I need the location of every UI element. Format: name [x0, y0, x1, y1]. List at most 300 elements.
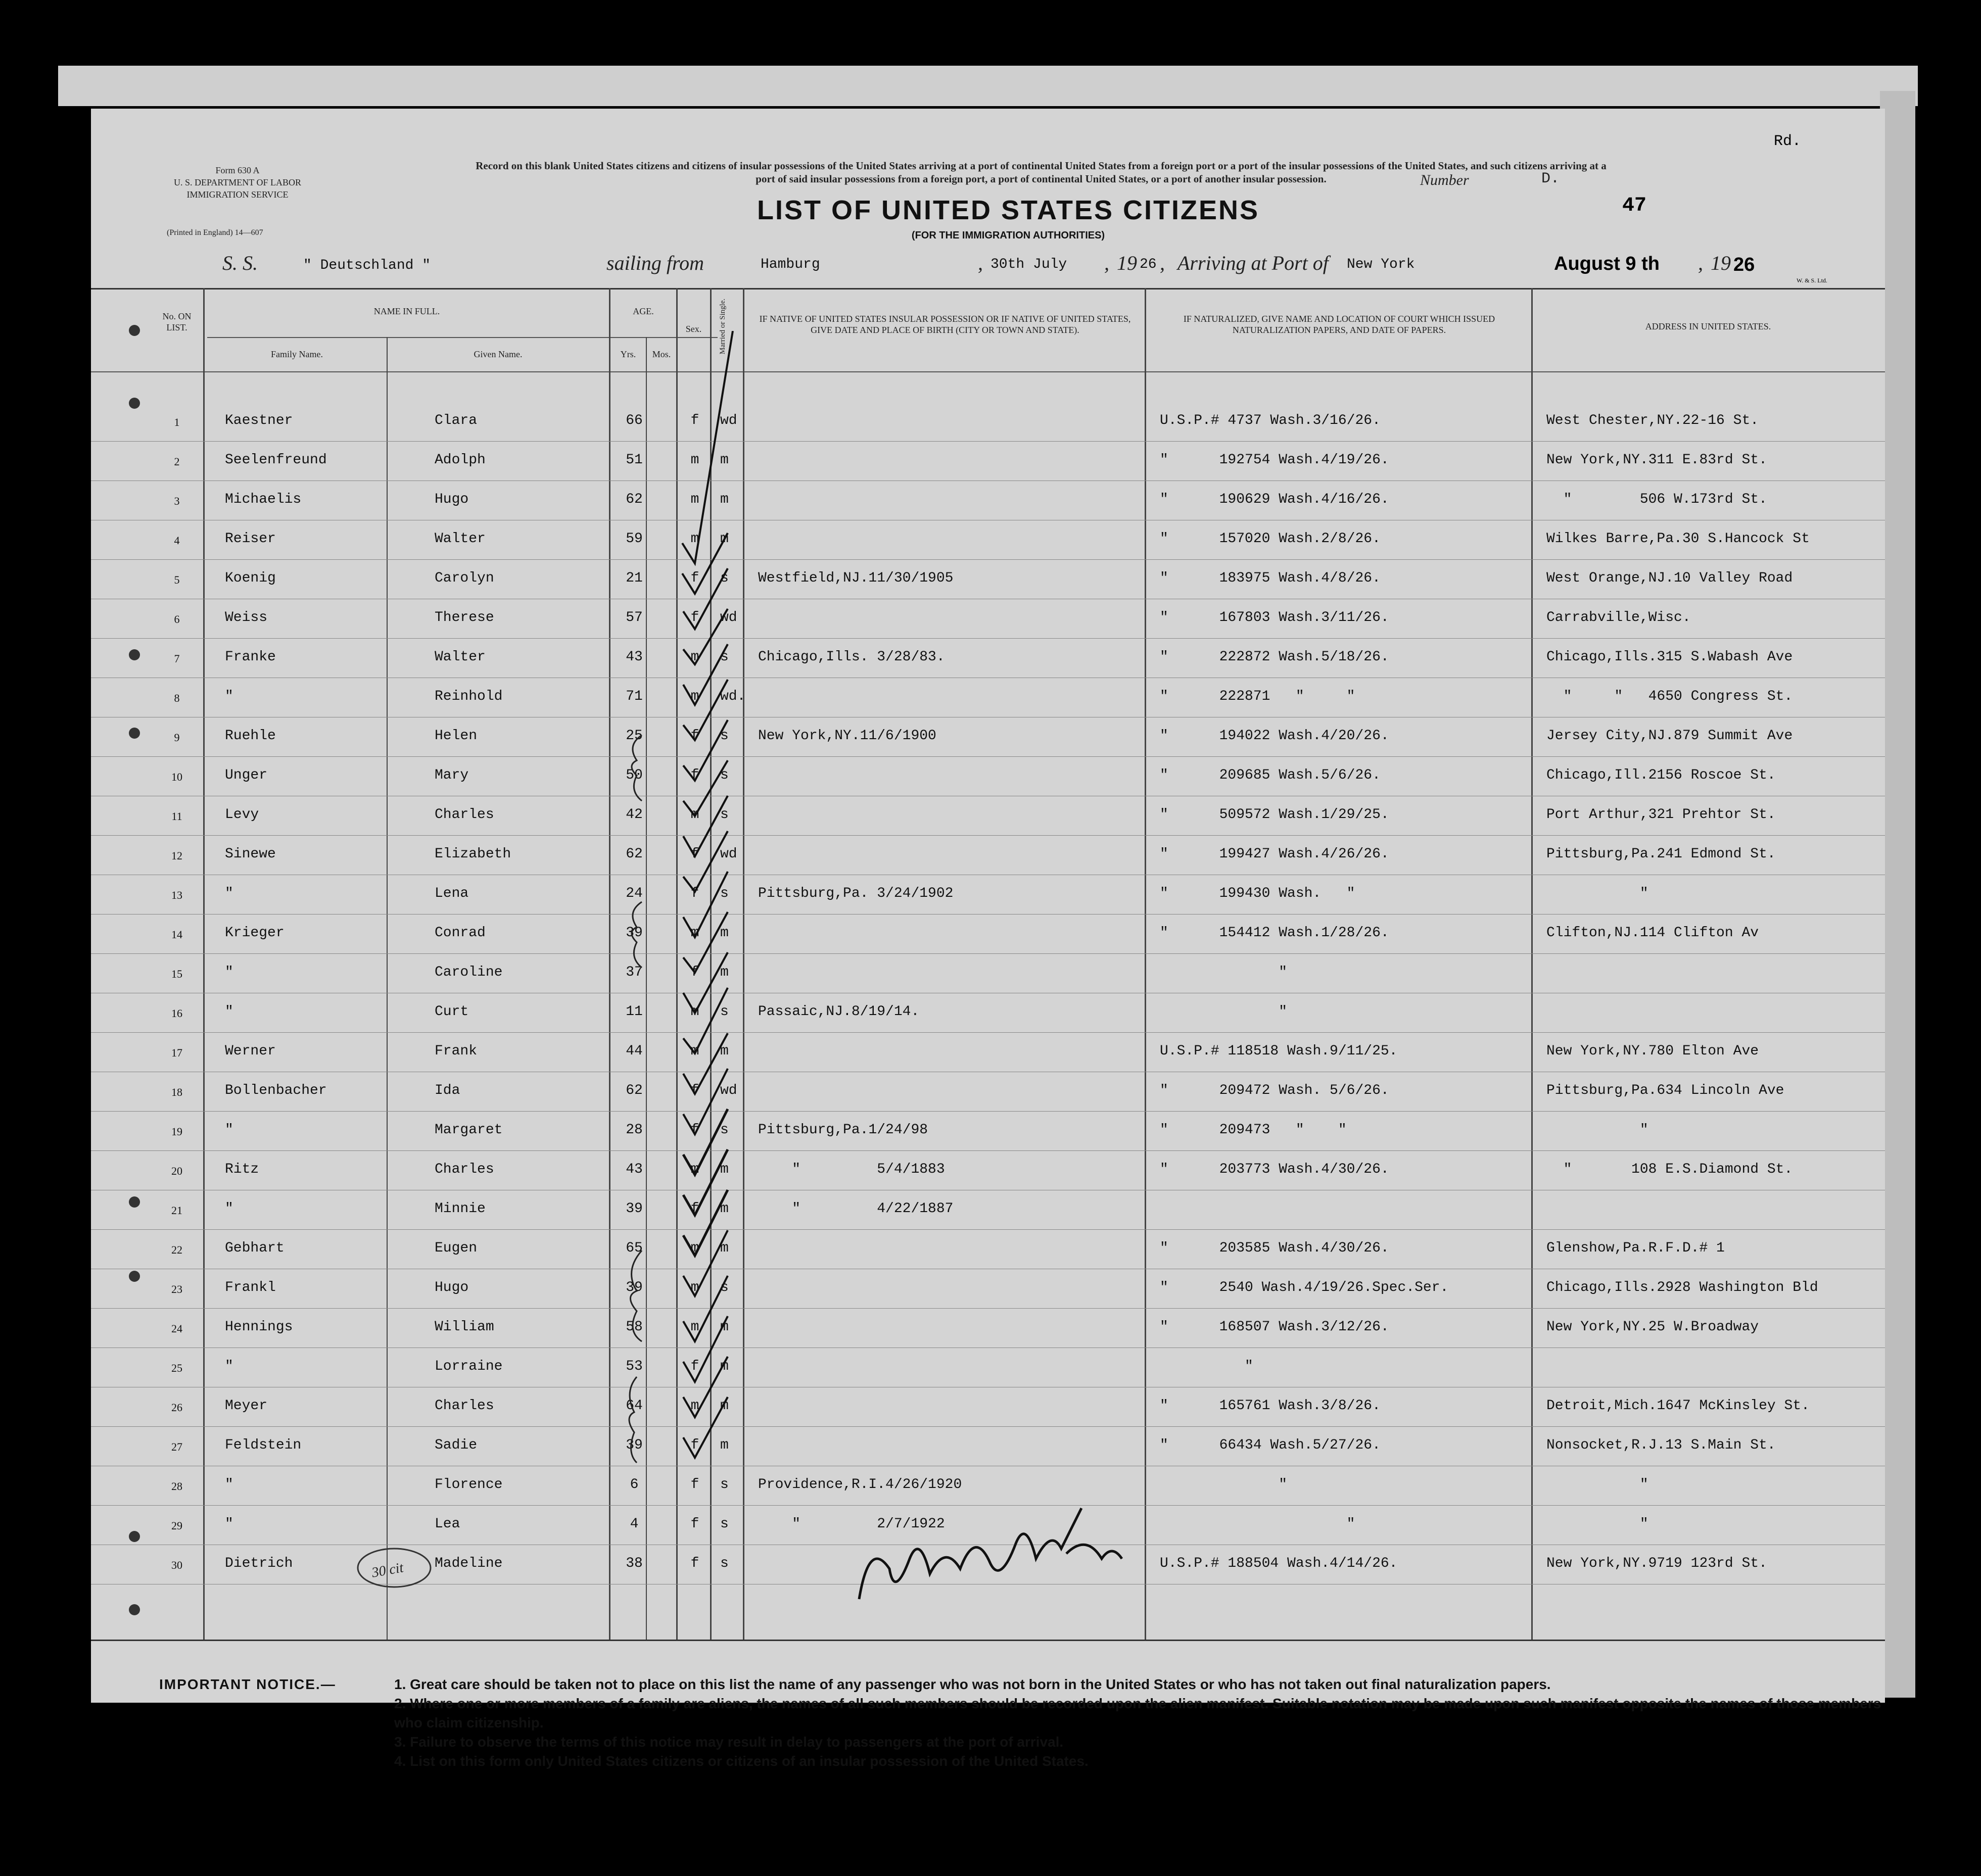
- cell-age: 28: [626, 1122, 643, 1138]
- cell-no: 19: [171, 1125, 182, 1138]
- cell-addr: " 108 E.S.Diamond St.: [1546, 1162, 1793, 1177]
- count-note-handwriting: [351, 1538, 442, 1594]
- cell-given: Charles: [435, 807, 494, 823]
- cell-ms: m: [720, 1398, 729, 1414]
- cell-age: 38: [626, 1556, 643, 1571]
- cell-no: 24: [171, 1322, 182, 1335]
- cell-given: Ida: [435, 1083, 460, 1098]
- cell-family: Krieger: [225, 925, 285, 941]
- sailing-label: sailing from: [606, 252, 704, 274]
- cell-given: Walter: [435, 649, 486, 665]
- cell-addr: " 506 W.173rd St.: [1546, 492, 1767, 507]
- col-divider-no: [203, 288, 205, 1640]
- cell-family: ": [225, 1201, 233, 1217]
- cell-birth: Pittsburg,Pa.1/24/98: [758, 1122, 928, 1138]
- cell-ms: s: [720, 570, 729, 586]
- year-prefix-1: 19: [1117, 252, 1137, 274]
- cell-nat: ": [1160, 1359, 1253, 1374]
- rd-mark: Rd.: [1774, 133, 1802, 150]
- cell-nat: ": [1160, 1004, 1288, 1020]
- cell-addr: ": [1546, 886, 1648, 901]
- cell-nat: " 66434 Wash.5/27/26.: [1160, 1437, 1381, 1453]
- cell-no: 23: [171, 1283, 182, 1295]
- notice-item: 2. Where one or more members of a family are aliens, the names of all such members should be recorded upon the alien manifest. Suitable notation may be made upon such manifest opposite the names of those members who claim citizenship.: [394, 1696, 1881, 1730]
- cell-given: Curt: [435, 1004, 469, 1020]
- cell-age: 39: [626, 1437, 643, 1453]
- cell-family: ": [225, 689, 233, 704]
- binder-hole: [129, 649, 140, 660]
- cell-nat: " 209473 " ": [1160, 1122, 1347, 1138]
- cell-age: 53: [626, 1359, 643, 1374]
- cell-nat: U.S.P.# 188504 Wash.4/14/26.: [1160, 1556, 1398, 1571]
- cell-ms: m: [720, 1043, 729, 1059]
- cell-sex: f: [690, 965, 699, 980]
- cell-no: 17: [171, 1046, 182, 1059]
- cell-sex: m: [690, 1398, 699, 1414]
- cell-given: Margaret: [435, 1122, 503, 1138]
- cell-ms: s: [720, 649, 729, 665]
- cell-no: 2: [174, 455, 180, 468]
- cell-age: 24: [626, 886, 643, 901]
- cell-sex: m: [690, 452, 699, 468]
- comma-1: ,: [978, 252, 983, 274]
- cell-family: ": [225, 1122, 233, 1138]
- arriving-label: Arriving at Port of: [1177, 252, 1329, 274]
- cell-family: Ruehle: [225, 728, 276, 744]
- cell-sex: f: [690, 1437, 699, 1453]
- cell-ms: wd: [720, 1083, 737, 1098]
- cell-ms: s: [720, 1122, 729, 1138]
- cell-birth: Passaic,NJ.8/19/14.: [758, 1004, 920, 1020]
- manifest-page: [91, 109, 1885, 1769]
- cell-addr: " " 4650 Congress St.: [1546, 689, 1793, 704]
- cell-no: 30: [171, 1559, 182, 1571]
- cell-sex: f: [690, 886, 699, 901]
- sailing-port: Hamburg: [761, 257, 820, 272]
- cell-family: Dietrich: [225, 1556, 293, 1571]
- cell-ms: m: [720, 452, 729, 468]
- cell-family: Unger: [225, 767, 268, 783]
- cell-family: Hennings: [225, 1319, 293, 1335]
- cell-age: 59: [626, 531, 643, 547]
- binder-hole: [129, 1604, 140, 1615]
- cell-no: 28: [171, 1480, 182, 1493]
- cell-sex: f: [690, 728, 699, 744]
- cell-no: 18: [171, 1086, 182, 1098]
- cell-age: 39: [626, 1201, 643, 1217]
- cell-nat: " 154412 Wash.1/28/26.: [1160, 925, 1389, 941]
- header-mos: Mos.: [652, 349, 671, 359]
- cell-no: 4: [174, 534, 180, 547]
- cell-given: Hugo: [435, 1280, 469, 1295]
- cell-no: 3: [174, 495, 180, 507]
- cell-sex: m: [690, 531, 699, 547]
- cell-given: Hugo: [435, 492, 469, 507]
- cell-given: Reinhold: [435, 689, 503, 704]
- sheet-number: 47: [1622, 195, 1647, 217]
- cell-no: 25: [171, 1362, 182, 1374]
- cell-given: William: [435, 1319, 494, 1335]
- cell-family: ": [225, 1516, 233, 1532]
- cell-nat: " 167803 Wash.3/11/26.: [1160, 610, 1389, 626]
- cell-ms: m: [720, 492, 729, 507]
- row-rule: [91, 1032, 1885, 1033]
- cell-family: Meyer: [225, 1398, 268, 1414]
- cell-sex: m: [690, 925, 699, 941]
- cell-no: 8: [174, 692, 180, 704]
- form-identifier: [172, 164, 303, 201]
- cell-family: Michaelis: [225, 492, 302, 507]
- binder-hole: [129, 325, 140, 336]
- cell-sex: m: [690, 1319, 699, 1335]
- cell-family: Levy: [225, 807, 259, 823]
- cell-family: Feldstein: [225, 1437, 302, 1453]
- cell-sex: m: [690, 689, 699, 704]
- cell-family: Weiss: [225, 610, 268, 626]
- ss-label: S. S.: [222, 252, 258, 274]
- header-name-in-full: NAME IN FULL.: [373, 306, 440, 316]
- cell-sex: m: [690, 1043, 699, 1059]
- cell-given: Clara: [435, 413, 478, 428]
- cell-no: 16: [171, 1007, 182, 1020]
- cell-sex: f: [690, 1122, 699, 1138]
- cell-given: Helen: [435, 728, 478, 744]
- arrival-date: August 9 th: [1554, 253, 1660, 274]
- cell-given: Walter: [435, 531, 486, 547]
- cell-sex: m: [690, 1280, 699, 1295]
- cell-given: Sadie: [435, 1437, 478, 1453]
- row-rule: [91, 441, 1885, 442]
- cell-age: 64: [626, 1398, 643, 1414]
- cell-no: 15: [171, 968, 182, 980]
- printed-note: (Printed in England) 14—607: [167, 228, 263, 237]
- header-birth: IF NATIVE OF UNITED STATES INSULAR POSSESSION OR IF NATIVE OF UNITED STATES, GIVE DATE AND PLACE OF BIRTH (CITY OR TOWN AND STATE).: [759, 314, 1131, 335]
- cell-age: 42: [626, 807, 643, 823]
- binder-hole: [129, 1271, 140, 1282]
- header-yrs: Yrs.: [620, 349, 636, 359]
- cell-nat: " 199430 Wash. ": [1160, 886, 1355, 901]
- cell-age: 62: [626, 1083, 643, 1098]
- cell-nat: " 183975 Wash.4/8/26.: [1160, 570, 1381, 586]
- cell-given: Conrad: [435, 925, 486, 941]
- header-sex: Sex.: [685, 324, 702, 334]
- cell-nat: " 222872 Wash.5/18/26.: [1160, 649, 1389, 665]
- col-divider-birth: [1145, 288, 1146, 1640]
- row-rule: [91, 1111, 1885, 1112]
- cell-nat: " 509572 Wash.1/29/25.: [1160, 807, 1389, 823]
- cell-family: Sinewe: [225, 846, 276, 862]
- cell-sex: f: [690, 1516, 699, 1532]
- row-rule: [91, 559, 1885, 560]
- cell-sex: f: [690, 1359, 699, 1374]
- row-rule: [91, 638, 1885, 639]
- cell-addr: Wilkes Barre,Pa.30 S.Hancock St: [1546, 531, 1810, 547]
- cell-addr: Chicago,Ills.2928 Washington Bld: [1546, 1280, 1818, 1295]
- cell-sex: m: [690, 649, 699, 665]
- cell-no: 7: [174, 652, 180, 665]
- count-note-text: 30 cit: [370, 1560, 405, 1581]
- check-marks: [672, 331, 773, 1594]
- cell-given: Eugen: [435, 1240, 478, 1256]
- notice-lead: IMPORTANT NOTICE.—: [159, 1676, 336, 1692]
- cell-family: Werner: [225, 1043, 276, 1059]
- cell-family: Frankl: [225, 1280, 276, 1295]
- cell-addr: New York,NY.25 W.Broadway: [1546, 1319, 1759, 1335]
- cell-given: Adolph: [435, 452, 486, 468]
- cell-nat: " 203585 Wash.4/30/26.: [1160, 1240, 1389, 1256]
- cell-given: Mary: [435, 767, 469, 783]
- cell-nat: ": [1160, 1477, 1288, 1493]
- cell-age: 43: [626, 1162, 643, 1177]
- cell-age: 50: [626, 767, 643, 783]
- cell-ms: m: [720, 1240, 729, 1256]
- cell-nat: " 209685 Wash.5/6/26.: [1160, 767, 1381, 783]
- cell-ms: m: [720, 531, 729, 547]
- cell-ms: s: [720, 728, 729, 744]
- header-bottom-border: [91, 371, 1885, 372]
- cell-ms: s: [720, 1280, 729, 1295]
- cell-no: 22: [171, 1243, 182, 1256]
- cell-ms: s: [720, 886, 729, 901]
- header-address: ADDRESS IN UNITED STATES.: [1645, 321, 1771, 331]
- row-rule: [91, 480, 1885, 481]
- cell-addr: Chicago,Ills.315 S.Wabash Ave: [1546, 649, 1793, 665]
- cell-given: Madeline: [435, 1556, 503, 1571]
- cell-ms: s: [720, 807, 729, 823]
- cell-addr: Jersey City,NJ.879 Summit Ave: [1546, 728, 1793, 744]
- table-bottom-border: [91, 1640, 1885, 1641]
- cell-sex: f: [690, 1477, 699, 1493]
- cell-given: Minnie: [435, 1201, 486, 1217]
- notice-item: 4. List on this form only United States citizens or citizens of an insular possession of the United States.: [394, 1753, 1089, 1769]
- comma-4: ,: [1698, 252, 1703, 274]
- cell-age: 57: [626, 610, 643, 626]
- cell-sex: f: [690, 610, 699, 626]
- sheet-edge-top: [58, 66, 1918, 106]
- cell-no: 14: [171, 928, 182, 941]
- notice-item: 3. Failure to observe the terms of this notice may result in delay to passengers at the port of arrival.: [394, 1734, 1064, 1750]
- header-age: AGE.: [633, 306, 654, 316]
- cell-addr: Detroit,Mich.1647 McKinsley St.: [1546, 1398, 1810, 1414]
- cell-sex: f: [690, 1201, 699, 1217]
- cell-addr: New York,NY.311 E.83rd St.: [1546, 452, 1767, 468]
- cell-addr: West Orange,NJ.10 Valley Road: [1546, 570, 1793, 586]
- cell-family: Reiser: [225, 531, 276, 547]
- cell-sex: m: [690, 492, 699, 507]
- cell-no: 29: [171, 1519, 182, 1532]
- cell-family: Kaestner: [225, 413, 293, 428]
- cell-given: Charles: [435, 1398, 494, 1414]
- cell-addr: New York,NY.780 Elton Ave: [1546, 1043, 1759, 1059]
- cell-no: 26: [171, 1401, 182, 1414]
- cell-sex: f: [690, 846, 699, 862]
- cell-nat: " 157020 Wash.2/8/26.: [1160, 531, 1381, 547]
- cell-birth: Chicago,Ills. 3/28/83.: [758, 649, 945, 665]
- cell-age: 4: [630, 1516, 639, 1532]
- cell-birth: New York,NY.11/6/1900: [758, 728, 936, 744]
- department: U. S. DEPARTMENT OF LABOR: [174, 177, 301, 187]
- row-rule: [91, 1150, 1885, 1151]
- cell-sex: f: [690, 413, 699, 428]
- printer-mark: W. & S. Ltd.: [1797, 277, 1827, 284]
- cell-ms: m: [720, 965, 729, 980]
- form-number: Form 630 A: [215, 165, 260, 175]
- cell-nat: " 222871 " ": [1160, 689, 1355, 704]
- cell-ms: wd: [720, 610, 737, 626]
- cell-sex: m: [690, 1004, 699, 1020]
- cell-sex: m: [690, 1162, 699, 1177]
- cell-no: 1: [174, 416, 180, 428]
- header-given: Given Name.: [474, 349, 523, 359]
- cell-age: 66: [626, 413, 643, 428]
- cell-ms: m: [720, 1201, 729, 1217]
- table-top-border: [91, 288, 1885, 290]
- name-subheader-line: [207, 337, 718, 338]
- header-no: No. ON LIST.: [162, 311, 192, 332]
- col-divider-name: [609, 288, 610, 1640]
- cell-no: 5: [174, 573, 180, 586]
- cell-ms: s: [720, 1004, 729, 1020]
- cell-family: ": [225, 965, 233, 980]
- cell-age: 44: [626, 1043, 643, 1059]
- cell-ms: s: [720, 1556, 729, 1571]
- cell-ms: wd.: [720, 689, 746, 704]
- cell-sex: f: [690, 767, 699, 783]
- cell-given: Charles: [435, 1162, 494, 1177]
- cell-age: 43: [626, 649, 643, 665]
- cell-no: 27: [171, 1440, 182, 1453]
- binder-hole: [129, 398, 140, 409]
- comma-3: ,: [1160, 252, 1165, 274]
- cell-family: ": [225, 1359, 233, 1374]
- arrival-port: New York: [1347, 257, 1415, 272]
- cell-no: 11: [171, 810, 182, 823]
- cell-given: Frank: [435, 1043, 478, 1059]
- cell-nat: " 168507 Wash.3/12/26.: [1160, 1319, 1389, 1335]
- cell-addr: Glenshow,Pa.R.F.D.# 1: [1546, 1240, 1725, 1256]
- cell-addr: Carrabville,Wisc.: [1546, 610, 1691, 626]
- cell-addr: Nonsocket,R.J.13 S.Main St.: [1546, 1437, 1776, 1453]
- cell-birth: " 2/7/1922: [758, 1516, 945, 1532]
- cell-ms: s: [720, 1516, 729, 1532]
- cell-family: Ritz: [225, 1162, 259, 1177]
- cell-sex: f: [690, 1556, 699, 1571]
- cell-ms: wd: [720, 846, 737, 862]
- service: IMMIGRATION SERVICE: [186, 189, 289, 200]
- cell-age: 39: [626, 925, 643, 941]
- cell-addr: Clifton,NJ.114 Clifton Av: [1546, 925, 1759, 941]
- inspector-signature: [849, 1498, 1132, 1619]
- cell-family: Gebhart: [225, 1240, 285, 1256]
- family-braces: [622, 735, 662, 1518]
- cell-no: 20: [171, 1165, 182, 1177]
- cell-sex: f: [690, 1083, 699, 1098]
- cell-age: 62: [626, 846, 643, 862]
- col-divider-family: [387, 337, 388, 1640]
- cell-family: ": [225, 1477, 233, 1493]
- cell-birth: Westfield,NJ.11/30/1905: [758, 570, 954, 586]
- cell-nat: ": [1160, 965, 1288, 980]
- cell-no: 10: [171, 771, 182, 783]
- cell-nat: " 203773 Wash.4/30/26.: [1160, 1162, 1389, 1177]
- row-rule: [91, 953, 1885, 954]
- notice-items: [394, 1675, 1890, 1771]
- cell-nat: " 190629 Wash.4/16/26.: [1160, 492, 1389, 507]
- cell-family: Franke: [225, 649, 276, 665]
- row-rule: [91, 1426, 1885, 1427]
- cell-given: Therese: [435, 610, 494, 626]
- cell-nat: ": [1160, 1516, 1355, 1532]
- cell-age: 39: [626, 1280, 643, 1295]
- cell-age: 37: [626, 965, 643, 980]
- header-family: Family Name.: [271, 349, 323, 359]
- cell-no: 13: [171, 889, 182, 901]
- cell-family: Seelenfreund: [225, 452, 327, 468]
- cell-birth: Pittsburg,Pa. 3/24/1902: [758, 886, 954, 901]
- cell-age: 21: [626, 570, 643, 586]
- cell-age: 6: [630, 1477, 639, 1493]
- cell-birth: " 5/4/1883: [758, 1162, 945, 1177]
- cell-family: Koenig: [225, 570, 276, 586]
- comma-2: ,: [1104, 252, 1109, 274]
- cell-nat: " 2540 Wash.4/19/26.Spec.Ser.: [1160, 1280, 1449, 1295]
- cell-addr: Pittsburg,Pa.241 Edmond St.: [1546, 846, 1776, 862]
- cell-addr: New York,NY.9719 123rd St.: [1546, 1556, 1767, 1571]
- cell-age: 58: [626, 1319, 643, 1335]
- cell-no: 12: [171, 849, 182, 862]
- cell-birth: " 4/22/1887: [758, 1201, 954, 1217]
- cell-birth: Providence,R.I.4/26/1920: [758, 1477, 962, 1493]
- notice-item: 1. Great care should be taken not to place on this list the name of any passenger who was not born in the United States or who has not taken out final naturalization papers.: [394, 1676, 1551, 1692]
- cell-addr: ": [1546, 1122, 1648, 1138]
- cell-nat: " 165761 Wash.3/8/26.: [1160, 1398, 1381, 1414]
- cell-no: 6: [174, 613, 180, 626]
- cell-nat: " 209472 Wash. 5/6/26.: [1160, 1083, 1389, 1098]
- cell-given: Caroline: [435, 965, 503, 980]
- cell-age: 65: [626, 1240, 643, 1256]
- cell-given: Lorraine: [435, 1359, 503, 1374]
- cell-ms: m: [720, 1359, 729, 1374]
- cell-nat: U.S.P.# 118518 Wash.9/11/25.: [1160, 1043, 1398, 1059]
- sheet-edge-right: [1880, 91, 1915, 1698]
- cell-ms: m: [720, 925, 729, 941]
- binder-hole: [129, 728, 140, 739]
- cell-addr: ": [1546, 1516, 1648, 1532]
- cell-addr: Port Arthur,321 Prehtor St.: [1546, 807, 1776, 823]
- page-title: LIST OF UNITED STATES CITIZENS: [757, 195, 1259, 225]
- cell-nat: U.S.P.# 4737 Wash.3/16/26.: [1160, 413, 1381, 428]
- cell-family: Bollenbacher: [225, 1083, 327, 1098]
- cell-sex: m: [690, 1240, 699, 1256]
- header-married: Married or Single.: [719, 298, 727, 355]
- cell-given: Lea: [435, 1516, 460, 1532]
- cell-nat: " 199427 Wash.4/26/26.: [1160, 846, 1389, 862]
- ship-name: " Deutschland ": [303, 258, 431, 273]
- cell-family: ": [225, 886, 233, 901]
- cell-given: Elizabeth: [435, 846, 511, 862]
- cell-addr: ": [1546, 1477, 1648, 1493]
- cell-age: 62: [626, 492, 643, 507]
- cell-age: 71: [626, 689, 643, 704]
- cell-sex: m: [690, 807, 699, 823]
- row-rule: [91, 914, 1885, 915]
- cell-sex: f: [690, 570, 699, 586]
- row-rule: [91, 1229, 1885, 1230]
- cell-ms: m: [720, 1162, 729, 1177]
- cell-ms: s: [720, 767, 729, 783]
- sail-year: 26: [1140, 257, 1157, 272]
- cell-ms: m: [720, 1437, 729, 1453]
